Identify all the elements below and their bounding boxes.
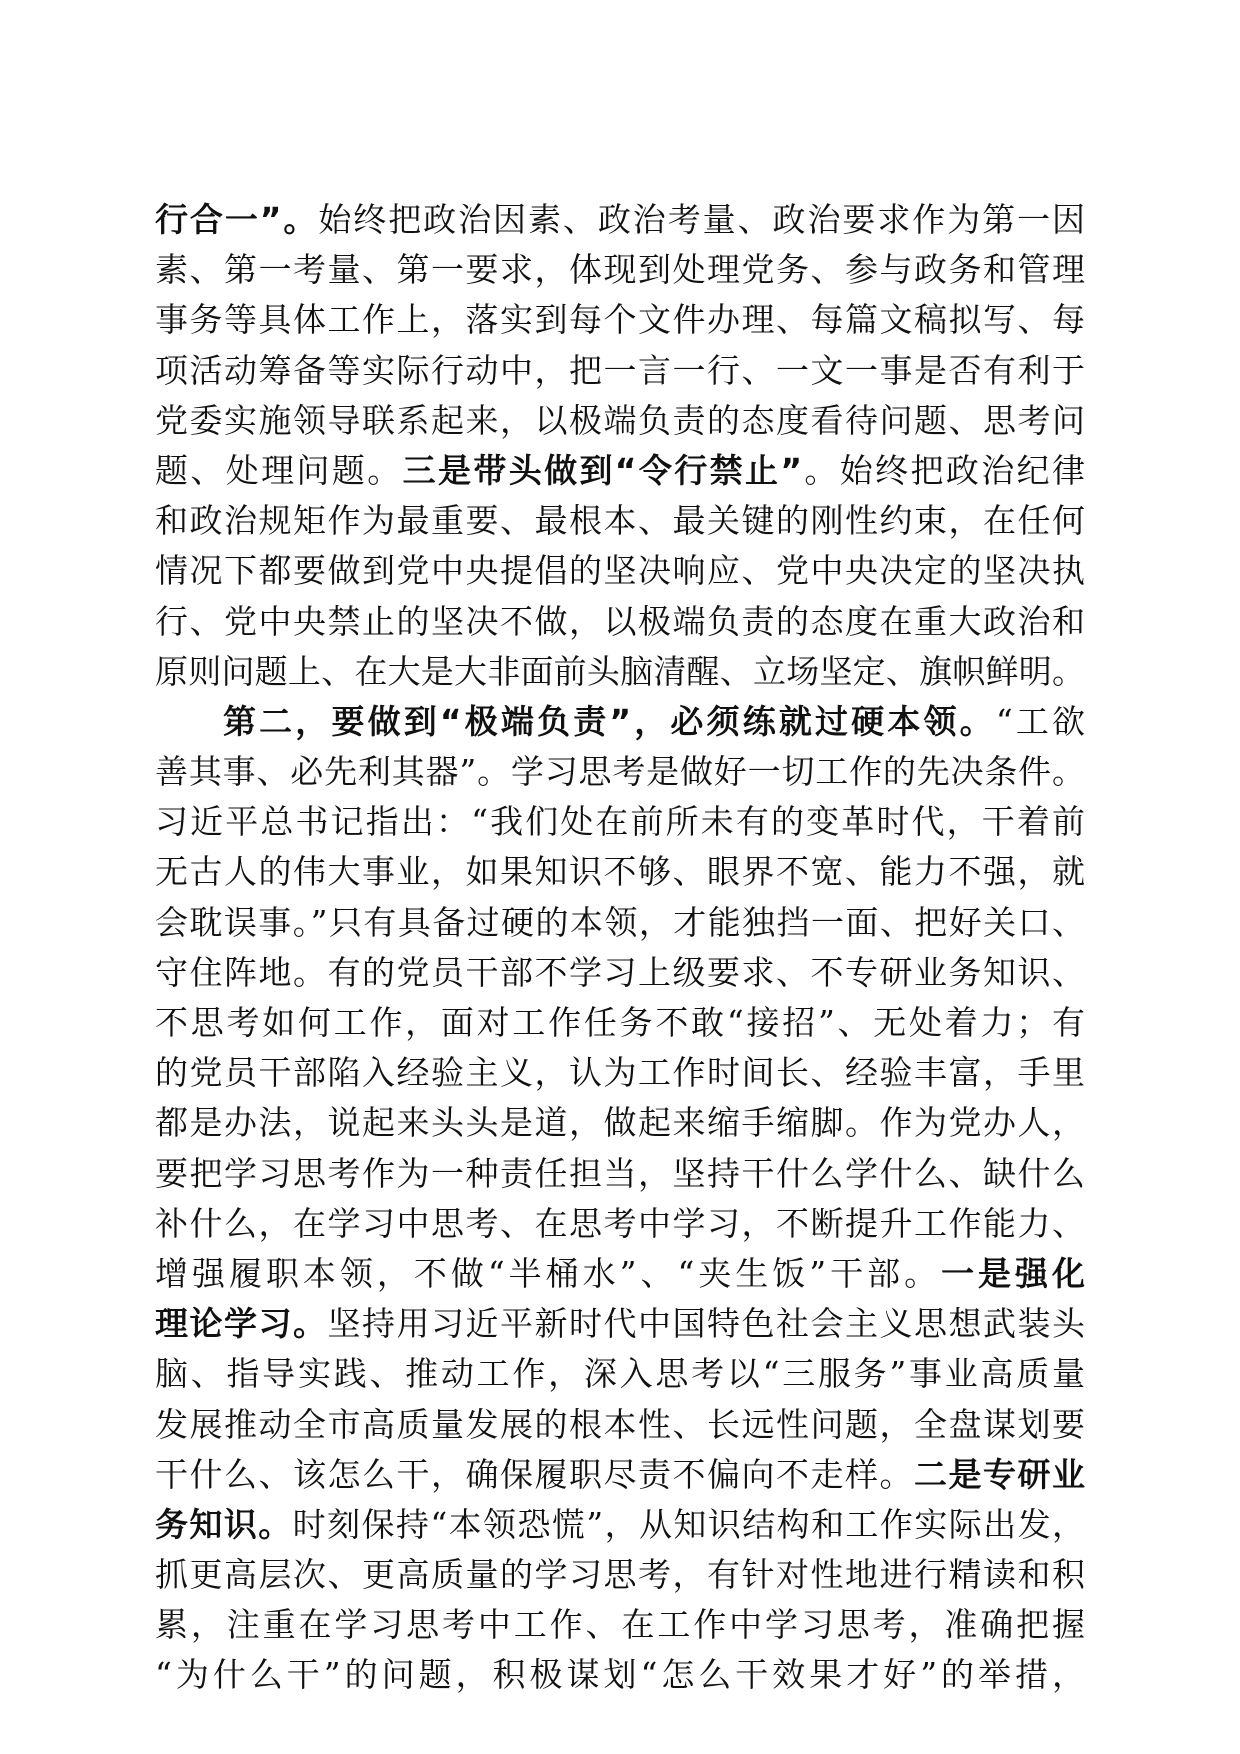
text-line xyxy=(155,245,1085,295)
body-text: 习近平总书记指出：“我们处在前所未有的变革时代，干着前 xyxy=(155,802,1085,842)
text-line xyxy=(155,948,1085,998)
body-text: 和政治规矩作为最重要、最根本、最关键的刚性约束，在任何 xyxy=(155,501,1085,541)
body-text: 原则问题上、在大是大非面前头脑清醒、立场坚定、旗帜鲜明。 xyxy=(155,651,1085,691)
body-text: 要把学习思考作为一种责任担当，坚持干什么学什么、缺什么 xyxy=(155,1153,1085,1193)
text-line xyxy=(155,496,1085,546)
body-text: 事务等具体工作上，落实到每个文件办理、每篇文稿拟写、每 xyxy=(155,300,1085,340)
text-line xyxy=(155,1450,1085,1500)
text-line xyxy=(155,295,1085,345)
body-text: 党委实施领导联系起来，以极端负责的态度看待问题、思考问 xyxy=(155,400,1085,440)
document-body xyxy=(155,195,1085,1701)
body-text: 始终把政治因素、政治考量、政治要求作为第一因 xyxy=(318,200,1085,239)
text-line xyxy=(155,1098,1085,1148)
text-line xyxy=(155,1349,1085,1399)
body-text: 抓更高层次、更高质量的学习思考，有针对性地进行精读和积 xyxy=(155,1555,1085,1595)
text-line xyxy=(155,396,1085,446)
text-line xyxy=(155,446,1085,496)
bold-heading-text: 务知识。 xyxy=(155,1504,293,1544)
body-text: 干什么、该怎么干，确保履职尽责不偏向不走样。 xyxy=(155,1454,914,1494)
text-line xyxy=(155,1600,1085,1650)
text-line xyxy=(155,1249,1085,1299)
text-line xyxy=(155,998,1085,1048)
text-line xyxy=(155,647,1085,697)
body-text: 脑、指导实践、推动工作，深入思考以“三服务”事业高质量 xyxy=(155,1354,1085,1394)
body-text: 无古人的伟大事业，如果知识不够、眼界不宽、能力不强，就 xyxy=(155,852,1085,892)
body-text: “工欲 xyxy=(995,701,1085,741)
body-text: 都是办法，说起来头头是道，做起来缩手缩脚。作为党办人， xyxy=(155,1103,1085,1143)
text-line xyxy=(155,1048,1085,1098)
bold-heading-text: 三是带头做到“令行禁止” xyxy=(402,450,803,490)
body-text: 时刻保持“本领恐慌”，从知识结构和工作实际出发， xyxy=(292,1504,1085,1544)
text-line xyxy=(155,346,1085,396)
body-text: 坚持用习近平新时代中国特色社会主义思想武装头 xyxy=(327,1304,1085,1344)
body-text: “为什么干”的问题，积极谋划“怎么干效果才好”的举措， xyxy=(155,1655,1085,1695)
body-text: 累，注重在学习思考中工作、在工作中学习思考，准确把握 xyxy=(155,1605,1085,1645)
text-line xyxy=(155,195,1085,245)
text-line xyxy=(155,1650,1085,1700)
text-line xyxy=(155,546,1085,596)
bold-heading-text: 一是强化 xyxy=(941,1253,1086,1293)
bold-heading-text: 二是专研业 xyxy=(914,1454,1085,1494)
text-line xyxy=(155,597,1085,647)
text-line xyxy=(155,797,1085,847)
text-line xyxy=(155,1149,1085,1199)
body-text: 行、党中央禁止的坚决不做，以极端负责的态度在重大政治和 xyxy=(155,601,1085,641)
body-text: 增强履职本领，不做“半桶水”、“夹生饭”干部。 xyxy=(155,1253,942,1293)
body-text: 会耽误事。”只有具备过硬的本领，才能独挡一面、把好关口、 xyxy=(155,902,1085,942)
body-text: 项活动筹备等实际行动中，把一言一行、一文一事是否有利于 xyxy=(155,350,1085,390)
text-line xyxy=(155,1299,1085,1349)
body-text: 。始终把政治纪律 xyxy=(802,450,1086,490)
body-text: 守住阵地。有的党员干部不学习上级要求、不专研业务知识、 xyxy=(155,952,1085,992)
bold-heading-text: 行合一”。 xyxy=(155,200,319,239)
text-line xyxy=(155,1550,1085,1600)
body-text: 补什么，在学习中思考、在思考中学习，不断提升工作能力、 xyxy=(155,1203,1085,1243)
body-text: 的党员干部陷入经验主义，认为工作时间长、经验丰富，手里 xyxy=(155,1053,1085,1093)
text-line xyxy=(155,1500,1085,1550)
text-line xyxy=(155,747,1085,797)
text-line xyxy=(155,847,1085,897)
text-line xyxy=(155,1400,1085,1450)
text-line xyxy=(155,1199,1085,1249)
body-text: 不思考如何工作，面对工作任务不敢“接招”、无处着力；有 xyxy=(155,1003,1085,1042)
bold-heading-text: 第二，要做到“极端负责”，必须练就过硬本领。 xyxy=(223,701,996,741)
bold-heading-text: 理论学习。 xyxy=(155,1304,328,1344)
body-text: 素、第一考量、第一要求，体现到处理党务、参与政务和管理 xyxy=(155,250,1085,290)
body-text: 善其事、必先利其器”。学习思考是做好一切工作的先决条件。 xyxy=(155,752,1085,792)
text-line xyxy=(155,898,1085,948)
body-text: 题、处理问题。 xyxy=(155,450,403,490)
body-text: 情况下都要做到党中央提倡的坚决响应、党中央决定的坚决执 xyxy=(155,551,1085,591)
text-line xyxy=(155,697,1085,747)
body-text: 发展推动全市高质量发展的根本性、长远性问题，全盘谋划要 xyxy=(155,1404,1085,1444)
